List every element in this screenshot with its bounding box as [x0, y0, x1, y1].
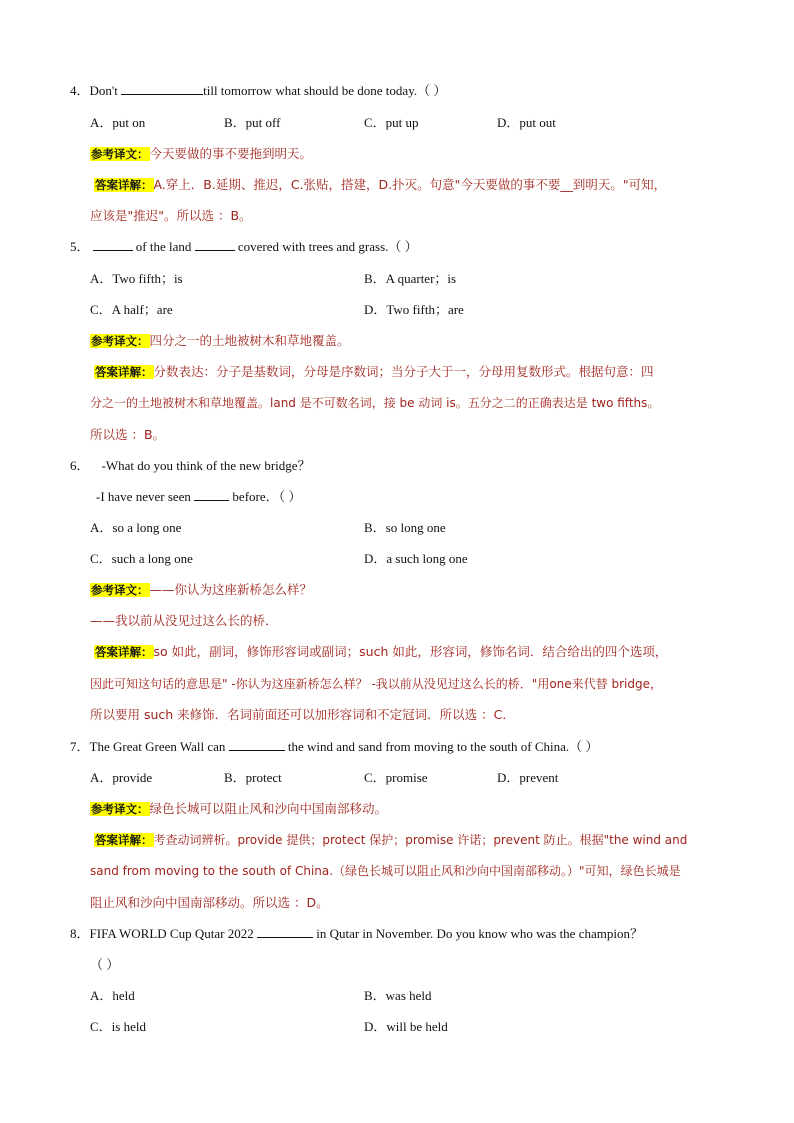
question-8 [70, 925, 643, 943]
reference-translation [90, 145, 312, 163]
reference-translation [90, 332, 350, 350]
answer-text-continued: 因此可知这句话的意思是" -你认为这座新桥怎么样？ -我以前从没见过这么长的桥．"用one来代替 bridge， [90, 677, 662, 691]
reference-label: 参考译文： [91, 583, 149, 597]
option-c: C．put up [364, 115, 419, 130]
option-b: B．A quarter；is [364, 271, 457, 286]
answer-explanation [90, 176, 666, 194]
answer-text-continued: 所以选 ：B。 [90, 427, 166, 442]
answer-explanation [90, 831, 687, 849]
option-a: A．so a long one [90, 520, 182, 535]
option-d: D．will be held [364, 1019, 448, 1034]
reference-text: 四分之一的土地被树木和草地覆盖。 [149, 333, 350, 348]
option-a: A．put on [90, 115, 146, 130]
answer-text-continued: 所以要用 such 来修饰．名词前面还可以加形容词和不定冠词．所以选 ：C． [90, 707, 515, 722]
option-b: B．was held [364, 988, 432, 1003]
reference-label: 参考译文： [91, 802, 149, 816]
option-b: B．protect [224, 770, 282, 785]
option-b: B．put off [224, 115, 281, 130]
question-6-line2 [96, 488, 301, 506]
reference-text: 绿色长城可以阻止风和沙向中国南部移动。 [149, 801, 388, 816]
answer-text-continued: sand from moving to the south of China.（绿色长城可以阻止风和沙向中国南部移动。）"可知，绿色长城是 [90, 864, 681, 878]
option-c: C．A half；are [90, 302, 173, 317]
question-text: till tomorrow what should be done today.（ ） [203, 83, 447, 98]
answer-explanation [90, 643, 667, 661]
answer-text: A.穿上．B.延期、推迟，C.张贴，搭建，D.扑灭。句意"今天要做的事不要__到明天。"可知， [153, 177, 667, 192]
question-5 [70, 238, 418, 256]
question-6 [70, 457, 311, 475]
question-text: -I have never seen [96, 489, 195, 504]
answer-blank [121, 94, 203, 95]
question-number: 4． [70, 83, 90, 98]
reference-translation [90, 800, 387, 818]
reference-text-continued: ——我以前从没见过这么长的桥． [90, 613, 278, 628]
question-7 [70, 738, 598, 756]
option-a: A．provide [90, 770, 153, 785]
option-d: D．Two fifth；are [364, 302, 464, 317]
option-b: B．so long one [364, 520, 446, 535]
question-text: FIFA WORLD Cup Qutar 2022 [89, 926, 257, 941]
reference-label: 参考译文： [91, 334, 149, 348]
question-number: 5． [70, 239, 90, 254]
answer-text-continued: 分之一的土地被树木和草地覆盖。land 是不可数名词，接 be 动词 is。五分之二的正确表达是 two fifths。 [90, 396, 660, 410]
answer-explanation [90, 363, 654, 381]
question-number: 6． [70, 458, 90, 473]
question-text: Don't [89, 83, 122, 98]
option-c: C．is held [90, 1019, 146, 1034]
answer-blank [195, 250, 235, 251]
question-text: of the land [132, 239, 195, 254]
option-d: D．a such long one [364, 551, 468, 566]
option-a: A．held [90, 988, 135, 1003]
question-text: the wind and sand from moving to the south of China.（ ） [284, 739, 599, 754]
answer-text: so 如此，副词，修饰形容词或副词；such 如此，形容词，修饰名词．结合给出的四个选项， [153, 644, 668, 659]
answer-blank [229, 750, 285, 751]
reference-text: 今天要做的事不要拖到明天。 [149, 146, 313, 161]
option-d: D．prevent [497, 770, 559, 785]
question-8-paren: （ ） [90, 957, 120, 972]
option-d: D．put out [497, 115, 556, 130]
option-c: C．promise [364, 770, 428, 785]
question-text: covered with trees and grass.（ ） [234, 239, 418, 254]
option-a: A．Two fifth；is [90, 271, 183, 286]
question-text: before．（ ） [229, 489, 302, 504]
question-text: -What do you think of the new bridge？ [101, 458, 311, 473]
answer-text-continued: 阻止风和沙向中国南部移动。所以选 ：D。 [90, 895, 329, 910]
answer-blank [194, 500, 229, 501]
answer-label: 答案详解： [95, 365, 153, 379]
question-number: 7． [70, 739, 90, 754]
answer-text-continued: 应该是"推迟"。所以选 ：B。 [90, 208, 252, 223]
answer-label: 答案详解： [95, 178, 153, 192]
reference-translation [90, 581, 312, 599]
answer-text: 考查动词辨析。provide 提供；protect 保护；promise 许诺；prevent 防止。根据"the wind and [153, 833, 688, 847]
reference-text: ——你认为这座新桥怎么样？ [149, 582, 313, 597]
answer-blank [257, 937, 313, 938]
answer-blank [93, 250, 133, 251]
option-c: C．such a long one [90, 551, 193, 566]
question-4 [70, 82, 446, 100]
question-text: The Great Green Wall can [89, 739, 229, 754]
answer-label: 答案详解： [95, 645, 153, 659]
reference-label: 参考译文： [91, 147, 149, 161]
question-number: 8． [70, 926, 90, 941]
question-text: in Qutar in November. Do you know who was the champion？ [312, 926, 643, 941]
answer-label: 答案详解： [95, 833, 153, 847]
answer-text: 分数表达：分子是基数词，分母是序数词；当分子大于一，分母用复数形式。根据句意：四 [153, 364, 654, 379]
